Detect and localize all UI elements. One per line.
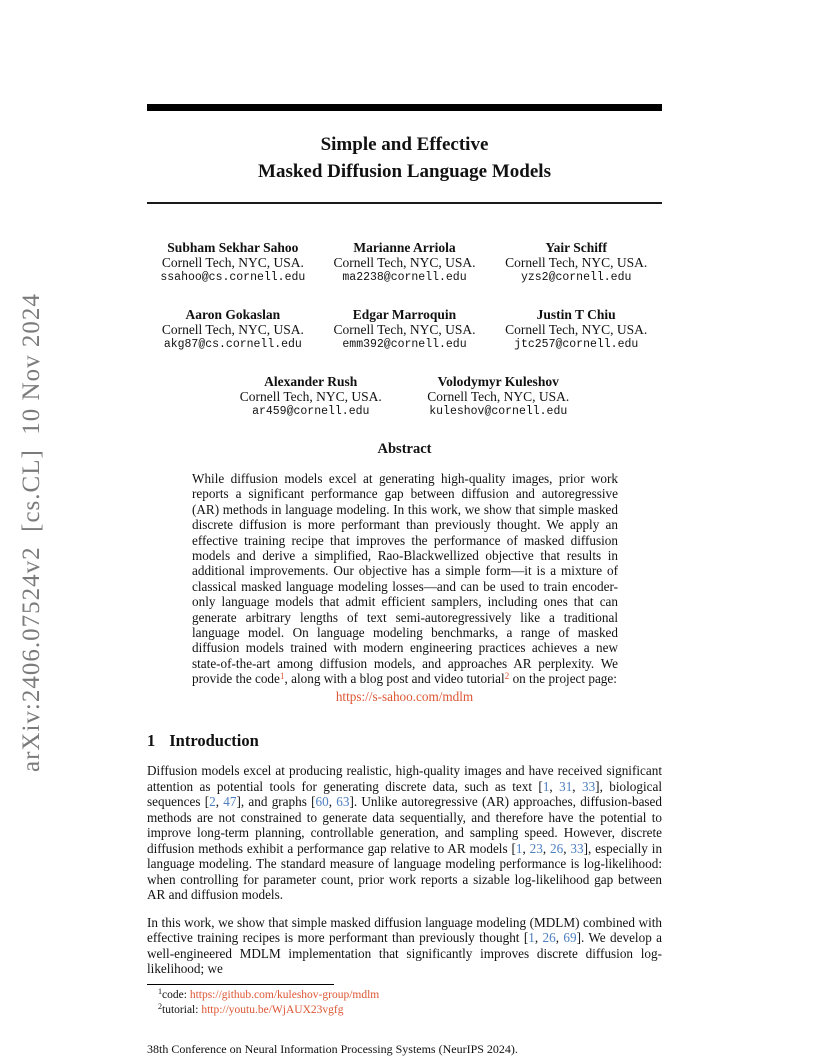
author-card xyxy=(490,307,662,352)
paper-content xyxy=(147,0,662,1057)
author-card xyxy=(319,240,491,285)
footnote-tutorial-url[interactable]: http://youtu.be/WjAUX23vgfg xyxy=(201,1003,344,1016)
footnotes xyxy=(147,988,662,1018)
author-card xyxy=(490,240,662,285)
footnote-2 xyxy=(158,1003,662,1018)
body-text: , xyxy=(534,930,543,946)
arxiv-watermark: arXiv:2406.07524v2 [cs.CL] 10 Nov 2024 xyxy=(18,293,45,772)
author-email: yzs2@cornell.edu xyxy=(520,271,632,284)
citation-link[interactable]: 60 xyxy=(315,794,329,810)
author-email: ssahoo@cs.cornell.edu xyxy=(160,271,306,284)
author-affiliation: Cornell Tech, NYC, USA. xyxy=(505,322,648,337)
footnote-code-url[interactable]: https://github.com/kuleshov-group/mdlm xyxy=(189,988,380,1001)
author-email: jtc257@cornell.edu xyxy=(514,338,639,351)
body-text: , xyxy=(572,778,582,794)
abstract-text: , along with a blog post and video tutorial xyxy=(284,671,505,687)
footnote-ref-2[interactable]: 2 xyxy=(504,671,510,682)
body-text: , xyxy=(549,778,560,794)
author-affiliation: Cornell Tech, NYC, USA. xyxy=(333,255,476,270)
author-block xyxy=(147,240,662,419)
citation-link[interactable]: 26 xyxy=(542,930,556,946)
author-email: akg87@cs.cornell.edu xyxy=(163,338,302,351)
title-rule-bottom xyxy=(147,202,662,204)
body-text: , xyxy=(215,794,224,810)
author-email: kuleshov@cornell.edu xyxy=(429,405,568,418)
body-text: , xyxy=(555,930,564,946)
section-number: 1 xyxy=(147,731,156,751)
body-text: , xyxy=(563,840,571,856)
author-row-1 xyxy=(147,240,662,285)
footnote-label: tutorial: xyxy=(162,1003,202,1016)
author-name: Volodymyr Kuleshov xyxy=(437,374,559,389)
author-name: Edgar Marroquin xyxy=(352,307,457,322)
body-text: In this work, we show that simple masked diffusion language modeling (MDLM) combined with effective training recipes is more performant than previously thought [ xyxy=(147,914,662,946)
citation-link[interactable]: 63 xyxy=(336,794,350,810)
citation-link[interactable]: 1 xyxy=(515,840,523,856)
citation-link[interactable]: 33 xyxy=(581,778,596,794)
abstract-section xyxy=(147,441,662,704)
footnote-1 xyxy=(158,988,662,1003)
author-affiliation: Cornell Tech, NYC, USA. xyxy=(161,255,304,270)
author-name: Marianne Arriola xyxy=(353,240,456,255)
paper-title xyxy=(147,131,662,185)
author-email: ma2238@cornell.edu xyxy=(342,271,467,284)
author-affiliation: Cornell Tech, NYC, USA. xyxy=(427,389,570,404)
author-email: emm392@cornell.edu xyxy=(342,338,467,351)
author-affiliation: Cornell Tech, NYC, USA. xyxy=(333,322,476,337)
author-card xyxy=(405,374,593,419)
intro-paragraph-1 xyxy=(147,763,662,903)
body-text: ], biological sequences [ xyxy=(147,778,662,810)
citation-link[interactable]: 47 xyxy=(223,794,237,810)
author-card xyxy=(319,307,491,352)
citation-link[interactable]: 2 xyxy=(209,794,216,810)
author-card xyxy=(147,240,319,285)
author-row-3 xyxy=(147,374,662,419)
project-link-line xyxy=(147,689,662,704)
body-text: , xyxy=(522,840,530,856)
author-card xyxy=(217,374,405,419)
section-heading-introduction xyxy=(147,731,662,751)
footnote-marker: 2 xyxy=(158,1001,163,1011)
citation-link[interactable]: 23 xyxy=(529,840,543,856)
title-line-1: Simple and Effective xyxy=(320,134,489,155)
citation-link[interactable]: 31 xyxy=(559,778,573,794)
author-affiliation: Cornell Tech, NYC, USA. xyxy=(505,255,648,270)
body-text: ]. We develop a well-engineered MDLM implementation that significantly improves discrete diffusion log-likelihood; we xyxy=(147,930,663,977)
author-affiliation: Cornell Tech, NYC, USA. xyxy=(239,389,382,404)
author-card xyxy=(147,307,319,352)
body-text: , xyxy=(328,794,337,810)
conference-footer: 38th Conference on Neural Information Processing Systems (NeurIPS 2024). xyxy=(147,1041,518,1056)
author-name: Yair Schiff xyxy=(545,240,607,255)
citation-link[interactable]: 1 xyxy=(542,778,550,794)
author-email: ar459@cornell.edu xyxy=(252,405,370,418)
abstract-text: on the project page: xyxy=(509,671,617,687)
author-row-2 xyxy=(147,307,662,352)
author-name: Justin T Chiu xyxy=(536,307,616,322)
title-line-2: Masked Diffusion Language Models xyxy=(258,161,551,182)
title-rule-top xyxy=(147,104,662,111)
footnote-marker: 1 xyxy=(158,986,163,996)
citation-link[interactable]: 26 xyxy=(550,840,564,856)
citation-link[interactable]: 33 xyxy=(570,840,584,856)
intro-paragraph-2 xyxy=(147,915,662,977)
author-name: Subham Sekhar Sahoo xyxy=(167,240,299,255)
abstract-text: While diffusion models excel at generating high-quality images, prior work reports a significant performance gap between diffusion and autoregressive (AR) methods in language modeling. In this work, we show that simple masked discrete diffusion is more performant than previously thought. We apply an effective training recipe that improves the performance of masked diffusion models and derive a simplified, Rao-Blackwellized objective that results in additional improvements. Our objective has a simple form—it is a mixture of classical masked language modeling losses—and can be used to train encoder-only language models that admit efficient samplers, including ones that can generate arbitrary lengths of text semi-autoregressively like a traditional language model. On language modeling benchmarks, a range of masked diffusion models trained with modern engineering practices achieves a new state-of-the-art among diffusion models, and approaches AR perplexity. We provide the code xyxy=(192,471,618,687)
footnote-ref-1[interactable]: 1 xyxy=(279,671,285,682)
abstract-heading: Abstract xyxy=(377,441,432,457)
body-text: Diffusion models excel at producing realistic, high-quality images and have received significant attention as potential tools for generating discrete data, such as text [ xyxy=(147,763,662,794)
body-text: , xyxy=(542,840,551,856)
author-name: Aaron Gokaslan xyxy=(185,307,281,322)
citation-link[interactable]: 69 xyxy=(563,930,577,946)
abstract-body xyxy=(192,471,618,689)
author-name: Alexander Rush xyxy=(264,374,358,389)
citation-link[interactable]: 1 xyxy=(528,930,535,946)
body-text: ], especially in language modeling. The standard measure of language modeling performance is log-likelihood: when controlling for parameter count, prior work reports a sizable log-likelihood gap between AR and diffusion models. xyxy=(147,840,663,903)
author-affiliation: Cornell Tech, NYC, USA. xyxy=(161,322,304,337)
body-text: ]. Unlike autoregressive (AR) approaches, diffusion-based methods are not constrained to generate data sequentially, and therefore have the potential to improve long-term planning, controllable generation, and sampling speed. However, discrete diffusion methods exhibit a performance gap relative to AR models [ xyxy=(147,794,662,856)
project-page-link[interactable]: https://s-sahoo.com/mdlm xyxy=(335,688,474,704)
body-text: ], and graphs [ xyxy=(236,794,316,810)
footnote-label: code: xyxy=(162,988,190,1001)
footnote-rule xyxy=(147,984,334,985)
section-label: Introduction xyxy=(169,731,259,751)
